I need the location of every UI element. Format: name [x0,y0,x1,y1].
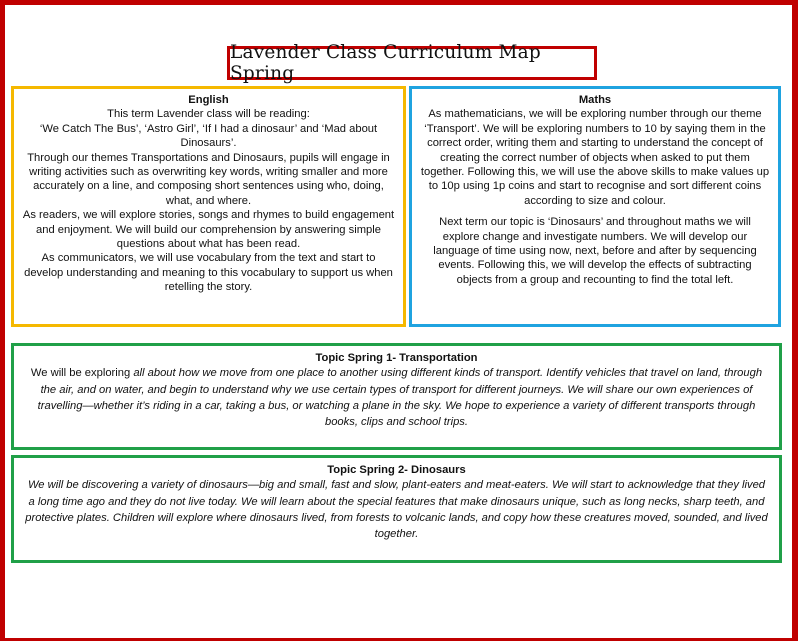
english-heading: English [188,94,229,106]
topic-1-lead: We will be exploring [30,367,134,380]
topic-spring-2-panel [11,455,782,563]
english-panel [11,86,406,327]
maths-paragraph: As mathematicians, we will be exploring number through our theme ‘Transport’. We will be exploring numbers to 10 by saying them in the correct order, writing them and starting to understand the concept of creating the correct number of objects when asked to put them together. Following this, we will use the above skills to make values up to 10p using 1p coins and start to recognise and sort different coins according to size and colour. [420,108,770,207]
english-paragraph: As readers, we will explore stories, songs and rhymes to build engagement and enjoyment. We will build our comprehension by answering simple questions about what has been read. [22,209,395,251]
english-paragraph: Through our themes Transportations and Dinosaurs, pupils will engage in writing activities such as overwriting key words, writing smaller and more accurately on a line, and composing short sentences using who, doing, what, and where. [27,151,390,207]
english-paragraph: As communicators, we will use vocabulary from the text and start to develop understanding and meaning to this vocabulary to support us when retelling the story. [24,252,393,294]
topic-1-heading: Topic Spring 1- Transportation [315,352,478,364]
maths-panel [409,86,781,327]
english-paragraph: ‘We Catch The Bus’, ‘Astro Girl’, ‘If I had a dinosaur’ and ‘Mad about Dinosaurs’. [39,122,378,150]
topic-1-body [22,365,771,430]
paragraph-gap [420,208,770,215]
english-paragraph: This term Lavender class will be reading: [107,108,310,121]
topic-2-body: We will be discovering a variety of dinosaurs—big and small, fast and slow, plant-eaters and meat-eaters. We will start to acknowledge that they lived a long time ago and they do not live today. We will learn about the special features that make dinosaurs unique, such as long necks, sharp teeth, and protective plates. Children will explore where dinosaurs lived, from forests to volcanic lands, and copy how these creatures moved, sounded, and lived together. [25,479,768,541]
topic-2-heading: Topic Spring 2- Dinosaurs [327,464,466,476]
page-title: Lavender Class Curriculum Map Spring [227,46,597,80]
topic-spring-1-panel [11,343,782,450]
maths-paragraph: Next term our topic is ‘Dinosaurs’ and throughout maths we will explore change and investigate numbers. We will develop our language of time using now, next, before and after by sequencing events. Following this, we will develop the effects of subtracting objects from a group and recounting to find the total left. [433,216,757,286]
topic-1-text: all about how we move from one place to another using different kinds of transport. Identify vehicles that travel on land, through the air, and on water, and begin to understand why we use certain types of transport for different journeys. We will share our own experiences of travelling—whether it’s riding in a car, taking a bus, or watching a plane in the sky. We hope to experience a variety of different transports through books, clips and school trips. [37,367,763,429]
maths-heading: Maths [578,94,612,106]
